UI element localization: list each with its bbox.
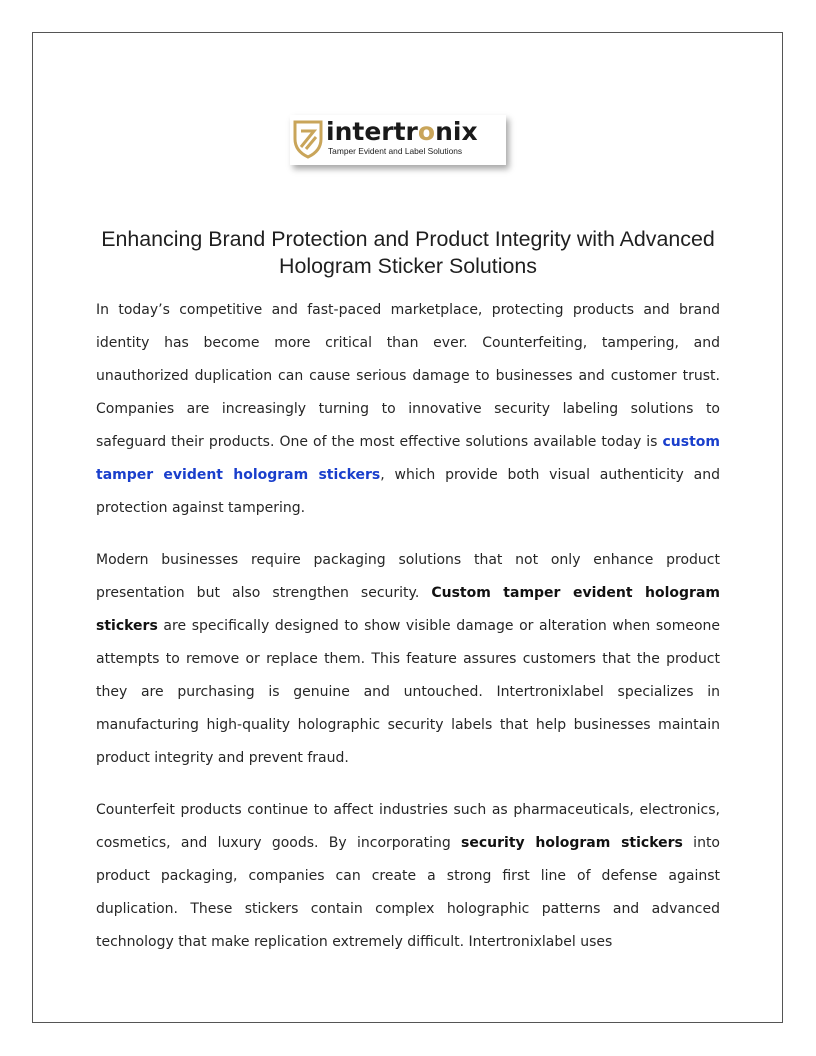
- p3-text-before: Counterfeit products continue to affect industries such as pharmaceuticals, electronics, cosmetics, and luxury goods. By incorporating: [96, 802, 720, 851]
- p1-text-before: In today’s competitive and fast-paced marketplace, protecting products and brand identity has become more critical than ever. Counterfeiting, tampering, and unauthorized duplication can cause serious damage to businesses and customer trust. Companies are increasingly turning to innovative security labeling solutions to safeguard their products. One of the most effective solutions available today is: [96, 302, 720, 450]
- logo-word-o: o: [417, 117, 436, 146]
- p2-text-after: are specifically designed to show visible damage or alteration when someone attempts to remove or replace them. This feature assures customers that the product they are purchasing is genuine and untouched. Intertronixlabel specializes in manufacturing high-quality holographic security labels that help businesses maintain product integrity and prevent fraud.: [96, 618, 720, 766]
- document-title: Enhancing Brand Protection and Product Integrity with Advanced Hologram Sticker Solutions: [101, 227, 715, 278]
- p2-text-before: Modern businesses require packaging solutions that not only enhance product presentation but also strengthen security.: [96, 552, 720, 601]
- shield-logo-icon: [292, 119, 324, 159]
- logo-word-prefix: intertr: [326, 117, 418, 146]
- paragraph-3: [96, 794, 720, 959]
- company-logo: [290, 115, 506, 165]
- p2-bold-phrase: Custom tamper evident hologram stickers: [96, 585, 720, 634]
- paragraph-2: [96, 544, 720, 775]
- paragraph-1: [96, 294, 720, 525]
- article-body: [96, 294, 720, 978]
- p1-text-after: , which provide both visual authenticity and protection against tampering.: [96, 467, 721, 516]
- logo-wordmark: [326, 118, 478, 146]
- custom-tamper-evident-link[interactable]: custom tamper evident hologram stickers: [96, 434, 720, 483]
- p3-bold-phrase: security hologram stickers: [461, 835, 683, 851]
- logo-word-suffix: nix: [435, 117, 478, 146]
- p3-text-after: into product packaging, companies can create a strong first line of defense against duplication. These stickers contain complex holographic patterns and advanced technology that make replication extremely difficult. Intertronixlabel uses: [96, 835, 721, 950]
- logo-tagline: Tamper Evident and Label Solutions: [328, 146, 463, 156]
